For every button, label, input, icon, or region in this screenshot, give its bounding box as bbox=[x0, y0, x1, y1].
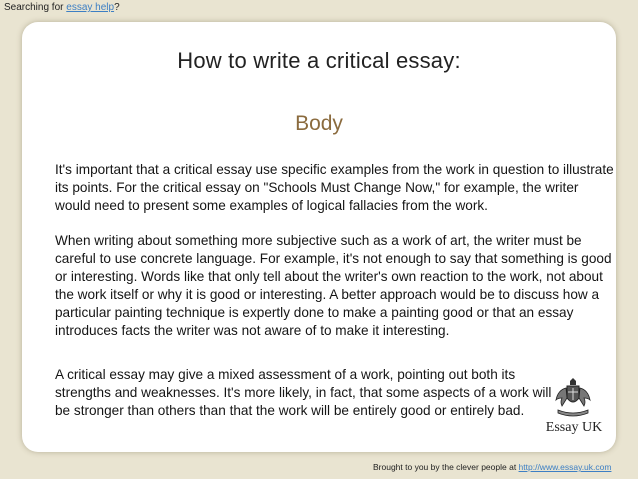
top-note-prefix: Searching for bbox=[4, 2, 67, 13]
paragraph-2: When writing about something more subjective such as a work of art, the writer must be careful to use concrete language. For example, it's not enough to say that something is good or interesting. Words like that only tell about the writer's own reaction to the work, not about the work itself or why it is good or interesting. A better approach would be to discuss how a particular painting technique is expertly done to make a painting good or that an essay introduces facts the writer was not aware of to make it interesting. bbox=[55, 233, 612, 338]
paragraph-3: A critical essay may give a mixed assessment of a work, pointing out both its strengths and weaknesses. It's more likely, in fact, that some aspects of a work will be stronger than others than that the work will be entirely good or entirely bad. bbox=[55, 367, 552, 418]
top-note-suffix: ? bbox=[114, 2, 120, 13]
crest-icon bbox=[546, 378, 600, 418]
top-note bbox=[4, 2, 120, 13]
essay-uk-link[interactable]: http://www.essay.uk.com bbox=[518, 462, 612, 472]
slide-title: How to write a critical essay: bbox=[177, 48, 461, 73]
slide-card bbox=[22, 22, 616, 452]
bottom-note-prefix: Brought to you by the clever people at bbox=[373, 462, 519, 472]
essay-uk-logo-text: Essay UK bbox=[545, 420, 603, 435]
bottom-note bbox=[373, 462, 611, 472]
paragraph-1: It's important that a critical essay use specific examples from the work in question to illustrate its points. For the critical essay on "Schools Must Change Now," for example, the writer would need to present some examples of logical fallacies from the work. bbox=[55, 162, 614, 213]
essay-help-link[interactable]: essay help bbox=[66, 2, 115, 13]
slide-subheading: Body bbox=[295, 112, 343, 135]
